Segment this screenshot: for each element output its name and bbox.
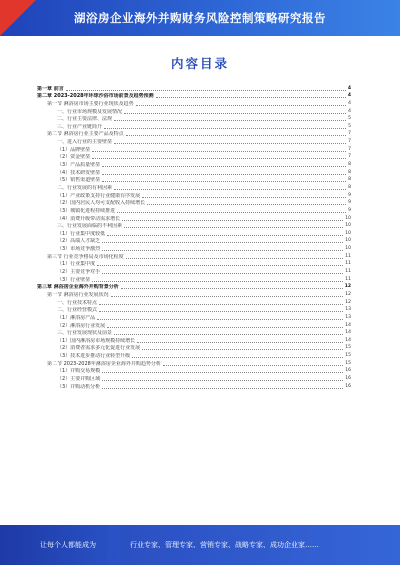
toc-entry[interactable] xyxy=(37,99,351,107)
toc-leader-dots xyxy=(114,120,346,121)
toc-entry-title: （1）行业集中度较低 xyxy=(57,230,106,237)
toc-entry-page: 13 xyxy=(345,314,351,320)
toc-entry-page: 15 xyxy=(345,345,351,351)
toc-entry-page: 10 xyxy=(345,215,351,221)
toc-entry-title: 一、行业市场规模及发展情况 xyxy=(57,108,123,115)
toc-entry[interactable] xyxy=(37,92,351,100)
toc-entry[interactable] xyxy=(37,214,351,222)
toc-entry[interactable] xyxy=(37,313,351,321)
toc-entry-page: 13 xyxy=(345,307,351,313)
toc-entry[interactable] xyxy=(37,191,351,199)
toc-leader-dots xyxy=(99,311,343,312)
toc-leader-dots xyxy=(102,166,346,167)
toc-entry[interactable] xyxy=(37,176,351,184)
toc-entry-title: 第一节 淋浴房行业发展状况 xyxy=(47,291,109,298)
toc-entry[interactable] xyxy=(37,367,351,375)
toc-entry[interactable] xyxy=(37,329,351,337)
toc-entry-title: （1）品牌壁垒 xyxy=(57,146,91,153)
toc-entry[interactable] xyxy=(37,252,351,260)
toc-entry[interactable] xyxy=(37,160,351,168)
toc-entry[interactable] xyxy=(37,283,351,291)
report-title: 湖浴房企业海外并购财务风险控制策略研究报告 xyxy=(74,11,326,25)
toc-entry[interactable] xyxy=(37,244,351,252)
toc-entry[interactable] xyxy=(37,351,351,359)
toc-entry-page: 5 xyxy=(348,123,351,129)
toc-entry-title: （3）市场竞争激烈 xyxy=(57,246,101,253)
toc-entry-title: 一、行业技术特点 xyxy=(57,299,98,306)
page-title: 内容目录 xyxy=(170,56,229,71)
toc-entry-title: 二、行业主要法律、法规 xyxy=(57,116,113,123)
toc-leader-dots xyxy=(102,250,343,251)
toc-entry[interactable] xyxy=(37,168,351,176)
toc-entry-title: （4）技术研发壁垒 xyxy=(57,169,101,176)
toc-entry-title: 二、行业发展的有利因素 xyxy=(57,184,113,191)
toc-leader-dots xyxy=(102,242,343,243)
toc-entry[interactable] xyxy=(37,374,351,382)
toc-leader-dots xyxy=(97,319,343,320)
toc-entry-page: 5 xyxy=(348,116,351,122)
toc-leader-dots xyxy=(114,334,343,335)
toc-entry[interactable] xyxy=(37,267,351,275)
toc-entry[interactable] xyxy=(37,130,351,138)
toc-leader-dots xyxy=(97,265,343,266)
toc-entry-page: 7 xyxy=(348,146,351,152)
toc-entry-title: （3）并购动机分析 xyxy=(57,383,101,390)
toc-leader-dots xyxy=(102,388,343,389)
toc-leader-dots xyxy=(121,288,343,289)
footer-slogan: 让每个人都能成为 xyxy=(40,541,96,549)
toc-leader-dots xyxy=(114,189,346,190)
toc-leader-dots xyxy=(111,296,344,297)
toc-entry[interactable] xyxy=(37,382,351,390)
table-of-contents xyxy=(37,84,351,390)
toc-entry-page: 4 xyxy=(348,108,351,114)
toc-leader-dots xyxy=(136,105,347,106)
toc-entry-page: 9 xyxy=(348,200,351,206)
toc-entry-page: 14 xyxy=(345,322,351,328)
toc-leader-dots xyxy=(124,113,346,114)
toc-leader-dots xyxy=(102,181,346,182)
toc-leader-dots xyxy=(126,258,344,259)
toc-leader-dots xyxy=(66,90,346,91)
toc-entry-page: 15 xyxy=(345,360,351,366)
toc-entry[interactable] xyxy=(37,336,351,344)
toc-entry-page: 11 xyxy=(345,261,351,267)
toc-leader-dots xyxy=(142,349,343,350)
toc-entry-title: 一、进入行业的主要壁垒 xyxy=(57,139,113,146)
toc-entry-title: 第三章 淋浴房企业海外并购背景分析 xyxy=(37,284,119,291)
toc-leader-dots xyxy=(132,357,343,358)
toc-entry[interactable] xyxy=(37,153,351,161)
toc-entry-page: 10 xyxy=(345,230,351,236)
toc-leader-dots xyxy=(102,174,346,175)
toc-leader-dots xyxy=(142,197,346,198)
toc-entry[interactable] xyxy=(37,222,351,230)
toc-leader-dots xyxy=(107,235,343,236)
toc-entry-title: （2）主要竞争对手 xyxy=(57,269,101,276)
toc-entry[interactable] xyxy=(37,183,351,191)
toc-entry[interactable] xyxy=(37,359,351,367)
toc-entry-page: 16 xyxy=(345,375,351,381)
toc-entry[interactable] xyxy=(37,290,351,298)
toc-entry[interactable] xyxy=(37,145,351,153)
toc-leader-dots xyxy=(117,212,346,213)
toc-entry-page: 12 xyxy=(345,291,351,297)
footer-roles: 行业专家、管理专家、营销专家、战略专家、成功企业家…… xyxy=(130,541,319,549)
toc-entry-page: 12 xyxy=(345,299,351,305)
toc-entry-page: 4 xyxy=(347,93,351,99)
toc-entry-title: （1）产业政策支持行业健康有序发展 xyxy=(57,192,141,199)
toc-entry-title: 二、行业经营模式 xyxy=(57,307,98,314)
toc-entry[interactable] xyxy=(37,199,351,207)
toc-leader-dots xyxy=(102,273,343,274)
toc-entry-page: 11 xyxy=(345,276,351,282)
toc-entry-title: （3）产品质量壁垒 xyxy=(57,162,101,169)
toc-entry-page: 10 xyxy=(345,238,351,244)
toc-entry-page: 9 xyxy=(348,192,351,198)
toc-leader-dots xyxy=(99,304,343,305)
toc-entry-page: 15 xyxy=(345,353,351,359)
toc-leader-dots xyxy=(92,281,343,282)
footer-slant xyxy=(108,525,122,565)
toc-entry-title: 三、行业产业链简介 xyxy=(57,123,103,130)
toc-entry-page: 11 xyxy=(345,269,351,275)
toc-entry-title: 三、行业发展现状及前景 xyxy=(57,330,113,337)
toc-entry[interactable] xyxy=(37,115,351,123)
toc-leader-dots xyxy=(104,128,346,129)
toc-entry-page: 4 xyxy=(347,85,351,91)
toc-entry-title: （3）行业壁垒 xyxy=(57,276,91,283)
toc-entry[interactable] xyxy=(37,84,351,92)
toc-entry-title: （5）销售渠道壁垒 xyxy=(57,177,101,184)
toc-entry-title: （4）消费升级带动需求增长 xyxy=(57,215,121,222)
toc-entry-page: 8 xyxy=(348,169,351,175)
toc-entry[interactable] xyxy=(37,275,351,283)
toc-entry[interactable] xyxy=(37,306,351,314)
toc-entry[interactable] xyxy=(37,344,351,352)
toc-leader-dots xyxy=(92,151,346,152)
toc-entry-page: 7 xyxy=(348,154,351,160)
toc-entry-title: （1）国内淋浴房市场规模持续增长 xyxy=(57,337,136,344)
toc-entry-title: （1）并购交易规模 xyxy=(57,368,101,375)
toc-entry-title: （2）主要并购区域 xyxy=(57,375,101,382)
toc-entry-page: 7 xyxy=(348,139,351,145)
toc-entry-page: 16 xyxy=(345,383,351,389)
toc-entry-title: （2）消费者需求多元化促进行业发展 xyxy=(57,345,141,352)
toc-entry-page: 4 xyxy=(348,100,351,106)
toc-entry-page: 11 xyxy=(345,253,351,259)
toc-leader-dots xyxy=(102,372,343,373)
toc-entry-page: 8 xyxy=(348,184,351,190)
toc-entry[interactable] xyxy=(37,260,351,268)
toc-entry[interactable] xyxy=(37,107,351,115)
toc-entry-page: 14 xyxy=(345,330,351,336)
toc-leader-dots xyxy=(126,135,347,136)
toc-entry-title: （2）高端人才缺乏 xyxy=(57,238,101,245)
toc-entry-title: （2）资金壁垒 xyxy=(57,154,91,161)
toc-entry[interactable] xyxy=(37,206,351,214)
toc-entry-title: （2）国内居民人均可支配收入持续增长 xyxy=(57,200,146,207)
footer-banner xyxy=(0,525,400,565)
toc-leader-dots xyxy=(156,97,346,98)
toc-leader-dots xyxy=(137,342,343,343)
toc-entry-page: 9 xyxy=(348,207,351,213)
toc-entry-page: 8 xyxy=(348,177,351,183)
toc-leader-dots xyxy=(124,227,343,228)
toc-leader-dots xyxy=(122,220,343,221)
toc-entry-page: 14 xyxy=(345,337,351,343)
toc-leader-dots xyxy=(114,143,346,144)
toc-entry[interactable] xyxy=(37,237,351,245)
toc-entry-title: 第二章 2023-2028年环球沙浴市场前景及趋势预测 xyxy=(37,93,154,100)
toc-entry[interactable] xyxy=(37,229,351,237)
toc-entry-page: 10 xyxy=(345,246,351,252)
toc-entry-title: （3）技术进步推动行业转型升级 xyxy=(57,353,131,360)
toc-entry-page: 16 xyxy=(345,368,351,374)
toc-entry-page: 12 xyxy=(344,284,351,290)
toc-entry[interactable] xyxy=(37,321,351,329)
header-banner xyxy=(0,0,400,36)
toc-entry-page: 10 xyxy=(345,223,351,229)
toc-leader-dots xyxy=(92,158,346,159)
toc-leader-dots xyxy=(102,380,343,381)
toc-entry-title: 第三节 行业竞争格局及市场化程度 xyxy=(47,253,124,260)
toc-leader-dots xyxy=(163,365,343,366)
toc-entry-title: （1）行业集中度 xyxy=(57,261,96,268)
toc-entry-title: （3）城镇化进程持续推进 xyxy=(57,207,116,214)
toc-entry-title: 第一章 前言 xyxy=(37,85,64,92)
toc-entry[interactable] xyxy=(37,122,351,130)
toc-entry[interactable] xyxy=(37,298,351,306)
toc-entry-title: （1）淋浴房产品 xyxy=(57,314,96,321)
toc-entry-title: （2）淋浴房行业发展 xyxy=(57,322,106,329)
toc-leader-dots xyxy=(147,204,346,205)
toc-entry-title: 第二节 2023-2028年淋浴房企业海外并购趋势分析 xyxy=(47,360,161,367)
toc-entry-title: 第二节 淋浴房行业主要产品及特点 xyxy=(47,131,124,138)
toc-entry-title: 第一节 淋浴房市场主要行业现状及趋势 xyxy=(47,100,134,107)
toc-entry-title: 三、行业发展面临的不利因素 xyxy=(57,223,123,230)
toc-entry-page: 7 xyxy=(348,131,351,137)
toc-leader-dots xyxy=(107,327,343,328)
toc-entry[interactable] xyxy=(37,137,351,145)
toc-entry-page: 8 xyxy=(348,162,351,168)
